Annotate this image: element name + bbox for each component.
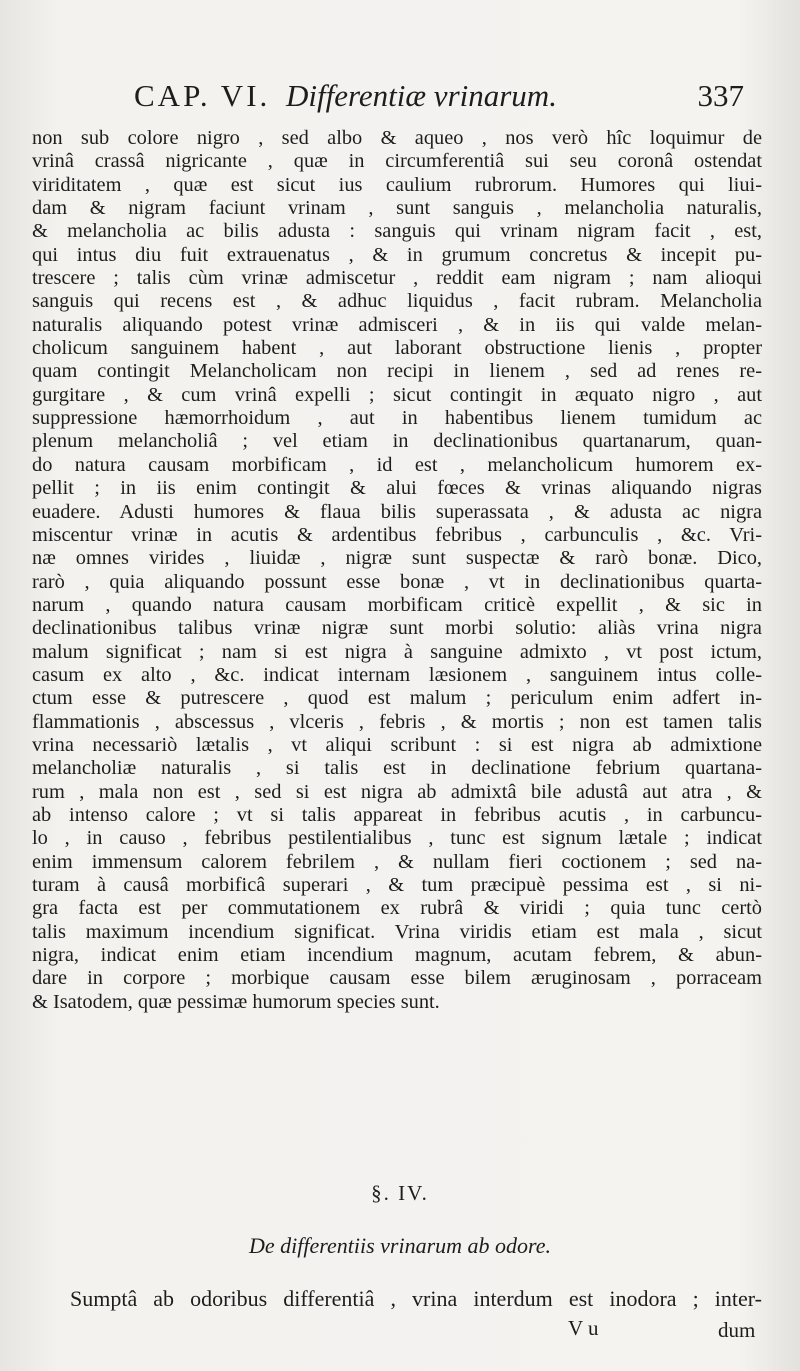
text-line: & melancholia ac bilis adusta : sanguis qui vrinam nigram facit , est, — [32, 220, 762, 243]
text-line: rarò , quia aliquando possunt esse bonæ , vt in declinationibus quarta- — [32, 570, 762, 593]
text-line: talis maximum incendium significat. Vrina viridis etiam est mala , sicut — [32, 920, 762, 943]
text-line: nigra, indicat enim etiam incendium magnum, acutam febrem, & abun- — [32, 944, 762, 967]
text-line: trescere ; talis cùm vrinæ admiscetur , reddit eam nigram ; nam alioqui — [32, 267, 762, 290]
text-line: dare in corpore ; morbique causam esse bilem æruginosam , porraceam — [32, 967, 762, 990]
text-line: gurgitare , & cum vrinâ expelli ; sicut contingit in æquato nigro , aut — [32, 383, 762, 406]
text-line: miscentur vrinæ in acutis & ardentibus febribus , carbunculis , &c. Vri- — [32, 523, 762, 546]
text-line: gra facta est per commutationem ex rubrâ & viridi ; quia tunc certò — [32, 897, 762, 920]
text-line: melancholiæ naturalis , si talis est in declinatione febrium quartana- — [32, 757, 762, 780]
running-title: Differentiæ vrinarum. — [286, 78, 557, 113]
text-line: cholicum sanguinem habent , aut laborant obstructione lienis , propter — [32, 337, 762, 360]
text-line: vrinâ crassâ nigricante , quæ in circumferentiâ sui seu coronâ ostendat — [32, 150, 762, 173]
chapter-label: CAP. VI. — [134, 78, 271, 113]
text-line: ab intenso calore ; vt si talis appareat in febribus acutis , in carbuncu- — [32, 803, 762, 826]
catchword: dum — [718, 1318, 756, 1342]
text-line: naturalis aliquando potest vrinæ admisceri , & in iis qui valde melan- — [32, 313, 762, 336]
text-line: non sub colore nigro , sed albo & aqueo , nos verò hîc loquimur de — [32, 127, 762, 149]
text-line: turam à causâ morbificâ superari , & tum præcipuè pessima est , si ni- — [32, 874, 762, 896]
section-number: §. IV. — [371, 1181, 429, 1205]
section-heading: De differentiis vrinarum ab odore. — [248, 1233, 552, 1258]
text-line: suppressione hæmorrhoidum , aut in habentibus lienem tumidum ac — [32, 407, 762, 430]
text-line: dam & nigram faciunt vrinam , sunt sanguis , melancholia naturalis, — [32, 197, 762, 220]
body-text — [32, 127, 762, 1014]
text-line: euadere. Adusti humores & flaua bilis superassata , & adusta ac nigra — [32, 500, 762, 523]
text-line: ctum esse & putrescere , quod est malum ; periculum enim adfert in- — [32, 687, 762, 710]
text-line: casum ex alto , &c. indicat internam læsionem , sanguinem intus colle- — [32, 663, 762, 686]
text-line: flammationis , abscessus , vlceris , febris , & mortis ; non est tamen talis — [32, 710, 762, 733]
text-line: qui intus diu fuit extrauenatus , & in grumum concretus & incepit pu- — [32, 243, 762, 266]
text-line: Sumptâ ab odoribus differentiâ , vrina interdum est inodora ; inter- — [70, 1286, 762, 1311]
text-line: sanguis qui recens est , & adhuc liquidus , facit rubram. Melancholia — [32, 290, 762, 313]
page-footer — [0, 1316, 800, 1346]
page-number: 337 — [697, 78, 744, 113]
text-line: vrina necessariò lætalis , vt aliqui scribunt : si est nigra ab admixtione — [32, 733, 762, 756]
text-line: viriditatem , quæ est sicut ius caulium rubrorum. Humores qui liui- — [32, 173, 762, 196]
text-line: & Isatodem, quæ pessimæ humorum species sunt. — [32, 990, 440, 1013]
text-line: næ omnes virides , liuidæ , nigræ sunt suspectæ & rarò bonæ. Dico, — [32, 547, 762, 570]
text-line: declinationibus talibus vrinæ nigræ sunt morbi solutio: aliàs vrina nigra — [32, 617, 762, 640]
running-header — [134, 78, 744, 124]
text-line: narum , quando natura causam morbificam criticè expellit , & sic in — [32, 593, 762, 616]
signature-mark: V u — [568, 1316, 599, 1340]
text-line: quam contingit Melancholicam non recipi in lienem , sed ad renes re- — [32, 360, 762, 383]
text-line: lo , in causo , febribus pestilentialibus , tunc est signum lætale ; indicat — [32, 827, 762, 850]
text-line: rum , mala non est , sed si est nigra ab admixtâ bile adustâ aut atra , & — [32, 780, 762, 803]
text-line: malum significat ; nam si est nigra à sanguine admixto , vt post ictum, — [32, 640, 762, 663]
text-line: enim immensum calorem febrilem , & nullam fieri coctionem ; sed na- — [32, 850, 762, 873]
text-line: plenum melancholiâ ; vel etiam in declinationibus quartanarum, quan- — [32, 430, 762, 453]
text-line: do natura causam morbificam , id est , melancholicum humorem ex- — [32, 453, 762, 476]
text-line: pellit ; in iis enim contingit & alui fœces & vrinas aliquando nigras — [32, 477, 762, 500]
